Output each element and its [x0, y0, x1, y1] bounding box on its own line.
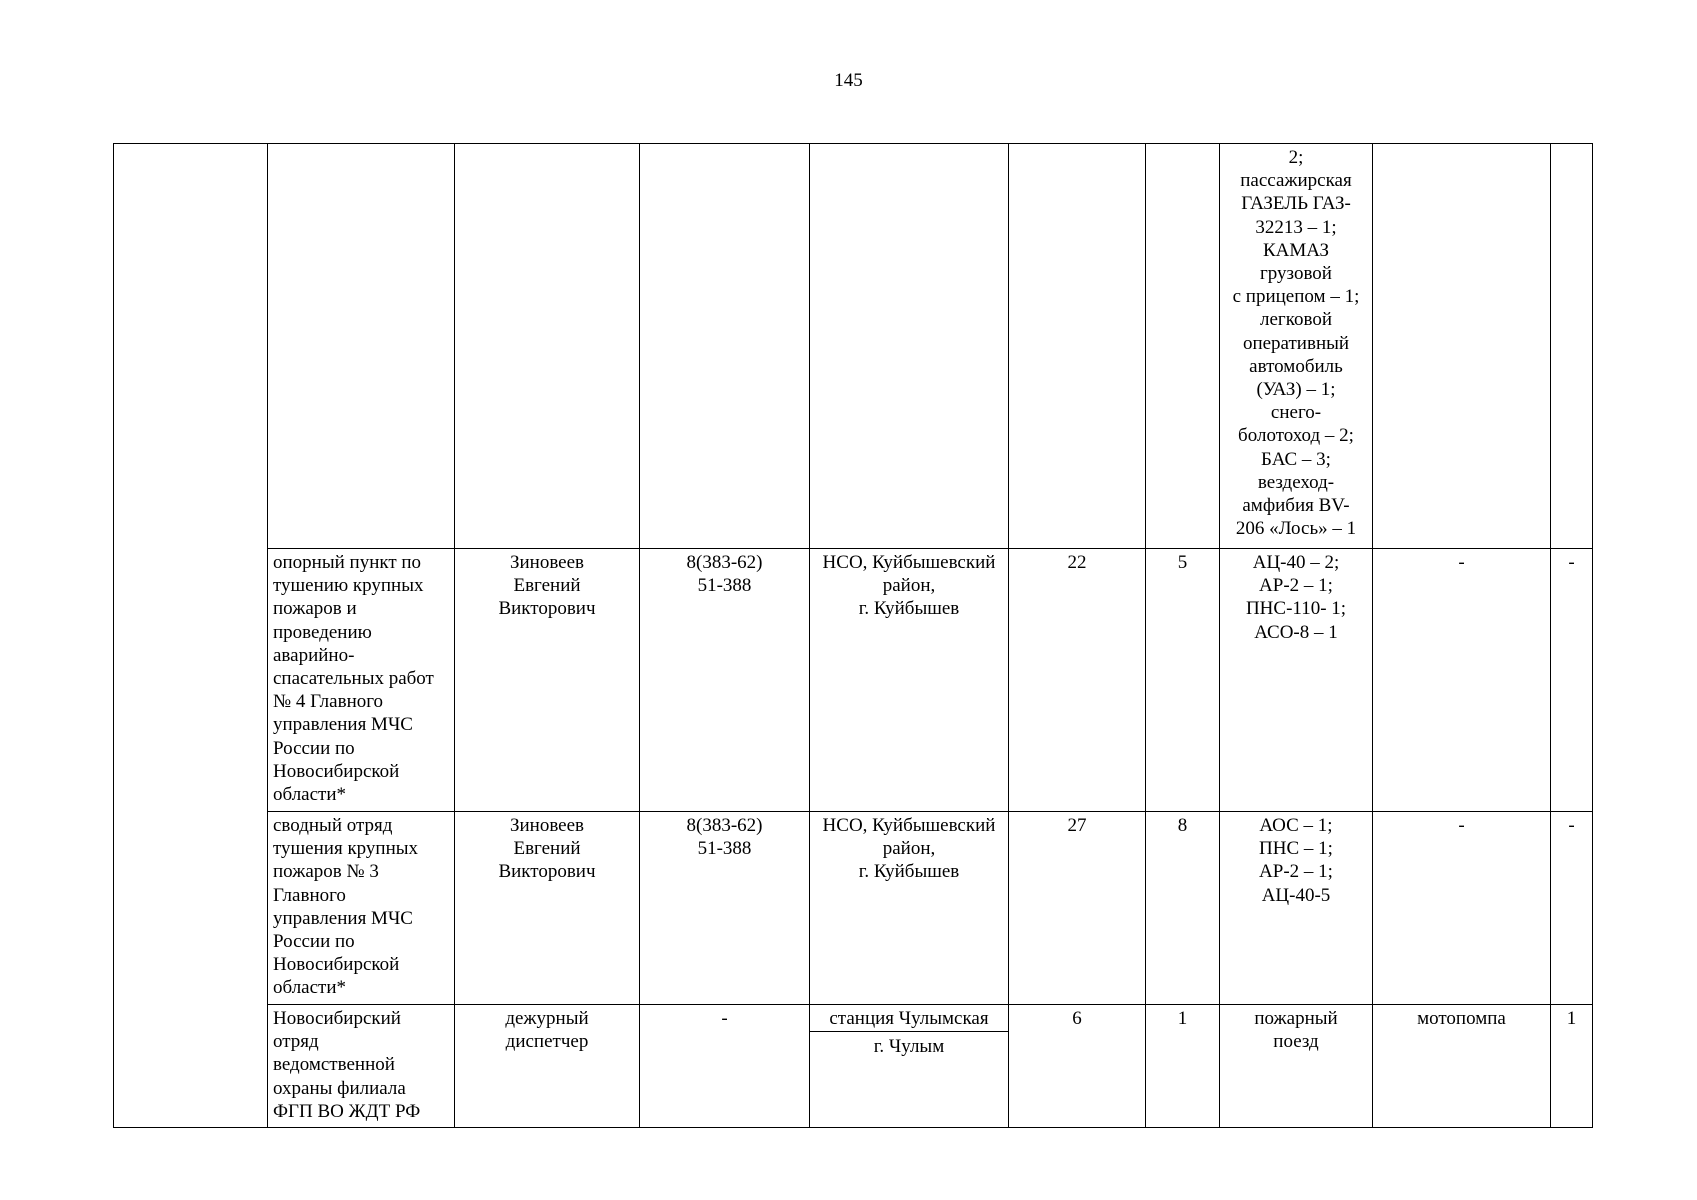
other-count-cell: 1 [1551, 1005, 1593, 1128]
cell-line: вездеход- [1257, 471, 1335, 493]
cell-line: АР-2 – 1; [1259, 575, 1333, 597]
organization-cell [268, 549, 455, 812]
other-count-cell: - [1551, 549, 1593, 812]
cell-line: спасательных работ [273, 668, 434, 690]
cell-line: области* [273, 977, 347, 999]
cell-line: снего- [1270, 402, 1322, 424]
cell-line: Новосибирский [273, 1008, 401, 1029]
cell-line: 32213 – 1; [1255, 216, 1337, 238]
cell-line: тушению крупных [273, 575, 424, 597]
organization-cell [268, 812, 455, 1005]
address-cell [810, 1005, 1009, 1128]
address-city: г. Чулым [873, 1036, 945, 1058]
cell-line: Викторович [498, 861, 596, 883]
cell-line: ПНС-110- 1; [1245, 598, 1347, 620]
equipment-cell [1220, 549, 1373, 812]
cell-line: ФГП ВО ЖДТ РФ [273, 1100, 421, 1122]
cell-line: опорный пункт по [273, 552, 422, 573]
table-row [114, 812, 1593, 1005]
vehicles-count-cell [1146, 144, 1220, 549]
cell-line: пожаров № 3 [273, 861, 379, 883]
district-cell [114, 144, 268, 1128]
personnel-cell: 27 [1009, 812, 1146, 1005]
cell-line: сводный отряд [273, 815, 393, 836]
cell-line: Евгений [513, 575, 581, 597]
cell-line: с прицепом – 1; [1232, 286, 1360, 308]
cell-line: 2; [1288, 147, 1304, 168]
head-cell [455, 144, 640, 549]
equipment-cell [1220, 1005, 1373, 1128]
cell-line: АР-2 – 1; [1259, 861, 1333, 883]
page-number: 145 [834, 70, 863, 91]
cell-line: НСО, Куйбышевский [822, 552, 996, 573]
cell-line: легковой [1260, 309, 1332, 331]
head-cell [455, 1005, 640, 1128]
cell-line: БАС – 3; [1261, 448, 1331, 470]
head-cell [455, 549, 640, 812]
phone-cell [640, 549, 810, 812]
cell-line: дежурный [505, 1008, 589, 1029]
cell-line: пожарный [1254, 1008, 1338, 1029]
cell-line: управления МЧС [273, 714, 413, 736]
cell-line: Викторович [498, 598, 596, 620]
cell-line: области* [273, 784, 347, 806]
cell-line: поезд [1273, 1031, 1319, 1053]
cell-line: г. Куйбышев [858, 861, 960, 883]
phone-cell [640, 812, 810, 1005]
cell-line: проведению [273, 621, 372, 643]
cell-line: (УАЗ) – 1; [1256, 379, 1336, 401]
cell-line: болотоход – 2; [1238, 425, 1354, 447]
cell-line: ведомственной [273, 1054, 395, 1076]
cell-line: район, [882, 575, 936, 597]
cell-line: АСО-8 – 1 [1254, 621, 1338, 643]
cell-line: 8(383-62) [686, 552, 763, 573]
cell-line: Зиновеев [509, 815, 585, 836]
cell-line: автомобиль [1249, 355, 1343, 377]
personnel-cell: 22 [1009, 549, 1146, 812]
cell-line: ПНС – 1; [1259, 838, 1333, 860]
cell-line: 206 «Лось» – 1 [1235, 518, 1357, 540]
equipment-cell [1220, 812, 1373, 1005]
cell-line: Главного [273, 884, 346, 906]
cell-line: 8(383-62) [686, 815, 763, 836]
other-equipment-cell: мотопомпа [1373, 1005, 1551, 1128]
cell-line: НСО, Куйбышевский [822, 815, 996, 836]
cell-line: аварийно- [273, 644, 355, 666]
other-count-cell: - [1551, 812, 1593, 1005]
head-cell [455, 812, 640, 1005]
equipment-cell [1220, 144, 1373, 549]
cell-line: АЦ-40 – 2; [1252, 552, 1340, 573]
cell-line: пассажирская [1240, 170, 1352, 192]
other-equipment-cell: - [1373, 549, 1551, 812]
cell-line: Зиновеев [509, 552, 585, 573]
cell-line: 51-388 [697, 838, 752, 860]
cell-line: России по [273, 931, 355, 953]
cell-line: управления МЧС [273, 907, 413, 929]
cell-line: г. Куйбышев [858, 598, 960, 620]
cell-line: оперативный [1242, 332, 1350, 354]
vehicles-count-cell: 1 [1146, 1005, 1220, 1128]
address-cell [810, 549, 1009, 812]
cell-line: диспетчер [505, 1031, 589, 1053]
cell-line: охраны филиала [273, 1077, 406, 1099]
phone-cell [640, 144, 810, 549]
cell-line: пожаров и [273, 598, 357, 620]
address-cell [810, 812, 1009, 1005]
cell-line: 51-388 [697, 575, 752, 597]
other-equipment-cell [1373, 144, 1551, 549]
table-row [114, 1005, 1593, 1128]
personnel-cell [1009, 144, 1146, 549]
resources-table [113, 143, 1593, 1128]
cell-line: ГАЗЕЛЬ ГАЗ- [1241, 193, 1351, 215]
cell-line: КАМАЗ [1262, 239, 1330, 261]
cell-line: - [721, 1008, 728, 1029]
cell-line: Новосибирской [273, 760, 400, 782]
cell-line: России по [273, 737, 355, 759]
cell-line: АЦ-40-5 [1261, 884, 1331, 906]
cell-line: район, [882, 838, 936, 860]
cell-line: амфибия BV- [1242, 495, 1350, 517]
cell-line: Новосибирской [273, 954, 400, 976]
other-count-cell [1551, 144, 1593, 549]
cell-line: отряд [273, 1031, 319, 1053]
cell-line: № 4 Главного [273, 691, 384, 713]
table-row [114, 144, 1593, 549]
organization-cell [268, 144, 455, 549]
address-cell [810, 144, 1009, 549]
vehicles-count-cell: 8 [1146, 812, 1220, 1005]
cell-line: Евгений [513, 838, 581, 860]
cell-line: тушения крупных [273, 838, 419, 860]
other-equipment-cell: - [1373, 812, 1551, 1005]
phone-cell [640, 1005, 810, 1128]
vehicles-count-cell: 5 [1146, 549, 1220, 812]
cell-line: грузовой [1260, 263, 1332, 285]
organization-cell [268, 1005, 455, 1128]
personnel-cell: 6 [1009, 1005, 1146, 1128]
table-row [114, 549, 1593, 812]
address-station: станция Чулымская [810, 1007, 1008, 1032]
cell-line: АОС – 1; [1259, 815, 1333, 836]
